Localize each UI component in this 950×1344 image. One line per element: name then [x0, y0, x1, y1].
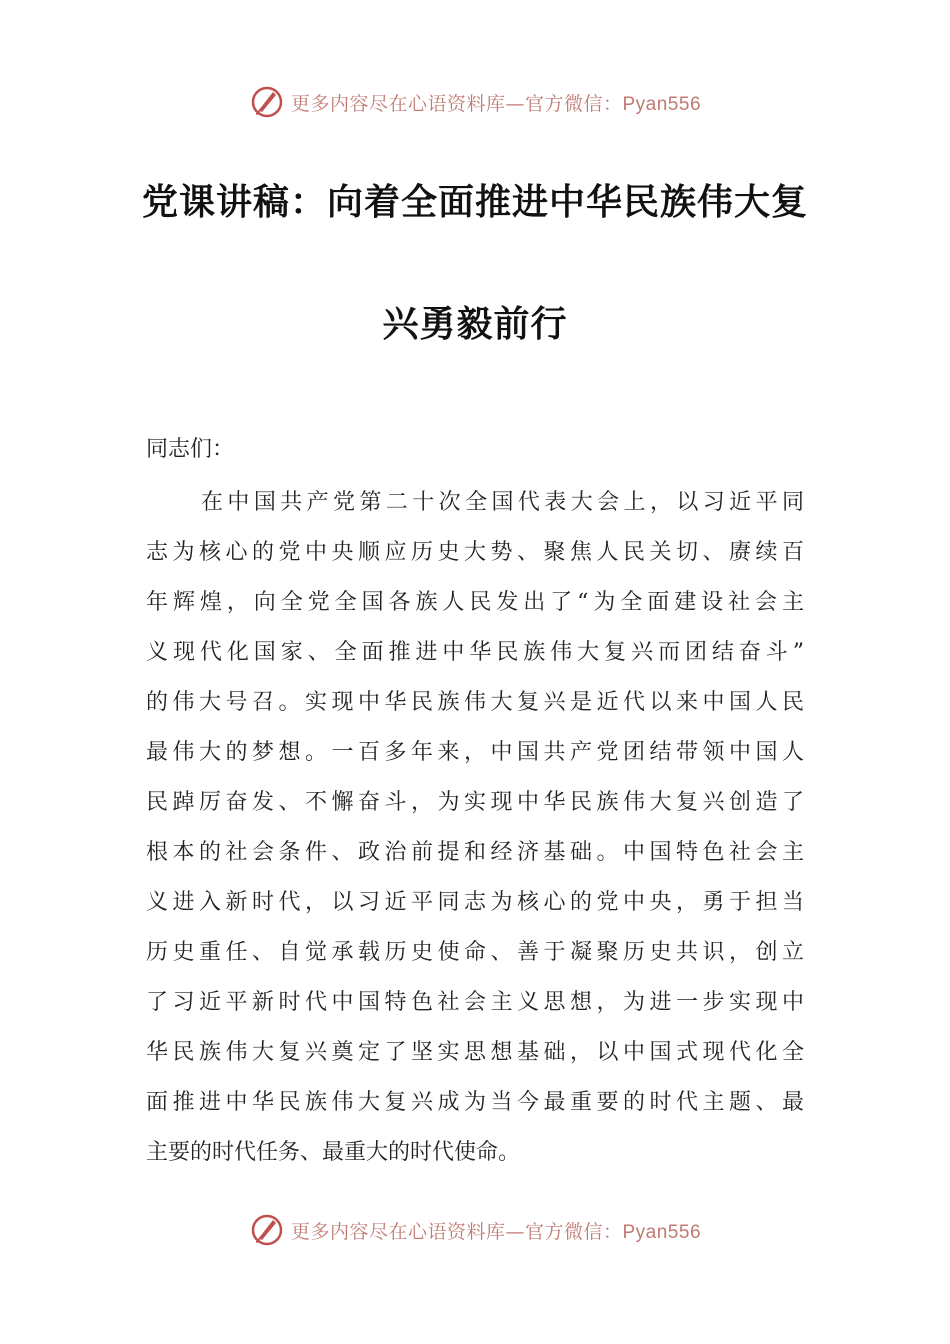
paragraph-line: 志为核心的党中央顺应历史大势、聚焦人民关切、赓续百 [146, 540, 804, 565]
paragraph-line: 了习近平新时代中国特色社会主义思想，为进一步实现中 [146, 990, 804, 1015]
watermark-text [291, 1217, 701, 1244]
paragraph-line: 历史重任、自觉承载历史使命、善于凝聚历史共识，创立 [146, 940, 804, 965]
paragraph-line: 华民族伟大复兴奠定了坚实思想基础，以中国式现代化全 [146, 1040, 804, 1065]
paragraph-line: 民踔厉奋发、不懈奋斗，为实现中华民族伟大复兴创造了 [146, 790, 804, 815]
quill-pen-logo-icon [249, 84, 285, 120]
document-title-line-2: 兴勇毅前行 [382, 304, 568, 345]
watermark-handle: Pyan556 [622, 93, 702, 115]
watermark-prefix: 更多内容尽在心语资料库—官方微信： [290, 92, 623, 115]
paragraph-line: 的伟大号召。实现中华民族伟大复兴是近代以来中国人民 [146, 690, 804, 715]
watermark-handle: Pyan556 [622, 1221, 702, 1243]
paragraph-line: 最伟大的梦想。一百多年来，中国共产党团结带领中国人 [146, 740, 804, 765]
watermark-text [291, 89, 701, 116]
document-title-line-1: 党课讲稿：向着全面推进中华民族伟大复 [141, 182, 808, 223]
body-paragraph [146, 478, 804, 1178]
paragraph-line: 义进入新时代，以习近平同志为核心的党中央，勇于担当 [146, 890, 804, 915]
paragraph-line: 面推进中华民族伟大复兴成为当今最重要的时代主题、最 [146, 1090, 804, 1115]
salutation: 同志们： [146, 437, 235, 462]
paragraph-line: 根本的社会条件、政治前提和经济基础。中国特色社会主 [146, 840, 804, 865]
watermark-banner-bottom [0, 1210, 950, 1250]
paragraph-line: 义现代化国家、全面推进中华民族伟大复兴而团结奋斗” [146, 640, 804, 665]
quill-pen-logo-icon [249, 1212, 285, 1248]
paragraph-line: 年辉煌，向全党全国各族人民发出了“为全面建设社会主 [146, 590, 804, 615]
paragraph-line: 主要的时代任务、最重大的时代使命。 [146, 1140, 521, 1165]
watermark-prefix: 更多内容尽在心语资料库—官方微信： [290, 1220, 623, 1243]
paragraph-line: 在中国共产党第二十次全国代表大会上，以习近平同 [201, 490, 804, 515]
watermark-banner-top [0, 82, 950, 122]
